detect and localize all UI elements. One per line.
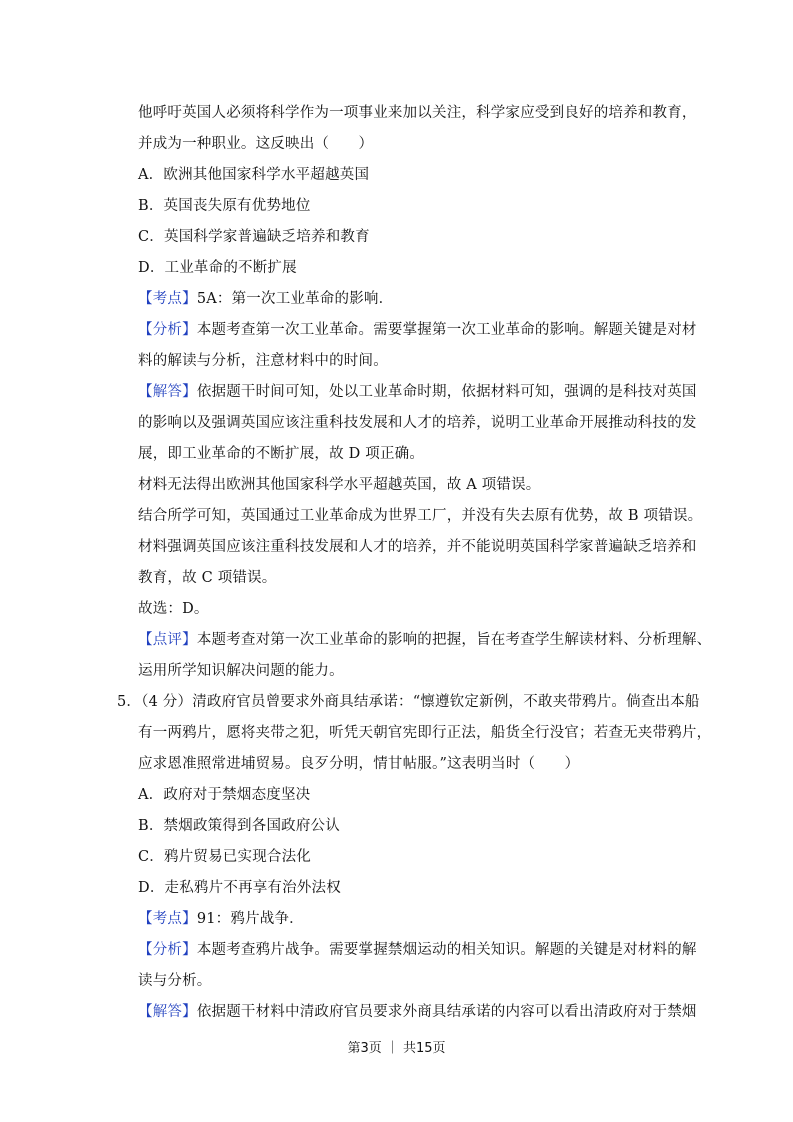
q4-jieda-line-3: 展，即工业革命的不断扩展，故 D 项正确。 [138,446,425,462]
q4-dianping [138,630,711,650]
q4-jieda-line-5: 结合所学可知，英国通过工业革命成为世界工厂，并没有失去原有优势，故 B 项错误。 [138,508,703,524]
kaodian-tag: 【考点】 [138,911,197,927]
kaodian-tag: 【考点】 [138,291,197,307]
q5-jieda [138,1002,697,1022]
q4-jieda-line-8: 故选：D。 [138,601,209,617]
q5-option-b: B．禁烟政策得到各国政府公认 [138,818,340,834]
q4-stem-line-1: 他呼吁英国人必须将科学作为一项事业来加以关注，科学家应受到良好的培养和教育， [138,105,697,121]
q4-jieda-line-7: 教育，故 C 项错误。 [138,570,277,586]
q4-dianping-line-2: 运用所学知识解决问题的能力。 [138,663,344,679]
dianping-tag: 【点评】 [138,632,197,648]
q5-option-a: A．政府对于禁烟态度坚决 [138,787,311,803]
kaodian-text: 5A：第一次工业革命的影响． [196,291,394,307]
q5-fenxi [138,940,697,960]
q4-stem-line-2: 并成为一种职业。这反映出（ ） [138,136,374,152]
dianping-line-1: 本题考查对第一次工业革命的影响的把握，旨在考查学生解读材料、分析理解、 [196,632,712,648]
q4-option-d: D．工业革命的不断扩展 [138,260,297,276]
fenxi-tag: 【分析】 [138,942,197,958]
fenxi-line-1: 本题考查鸦片战争。需要掌握禁烟运动的相关知识。解题的关键是对材料的解 [196,942,697,958]
q4-option-c: C．英国科学家普遍缺乏培养和教育 [138,229,370,245]
q5-kaodian [138,909,304,929]
q4-fenxi [138,320,697,340]
q4-jieda-line-4: 材料无法得出欧洲其他国家科学水平超越英国，故 A 项错误。 [138,477,541,493]
q5-option-c: C．鸦片贸易已实现合法化 [138,849,311,865]
q4-kaodian [138,289,393,309]
fenxi-line-1: 本题考查第一次工业革命。需要掌握第一次工业革命的影响。解题关键是对材 [196,322,697,338]
q4-jieda-line-6: 材料强调英国应该注重科技发展和人才的培养，并不能说明英国科学家普遍缺乏培养和 [138,539,697,555]
kaodian-text: 91：鸦片战争． [196,911,304,927]
q4-jieda [138,382,697,402]
q5-stem-line-3: 应求恩准照常进埔贸易。良歹分明，情甘帖服。”这表明当时（ ） [138,756,580,772]
jieda-line-1: 依据题干时间可知，处以工业革命时期，依据材料可知，强调的是科技对英国 [196,384,697,400]
q5-stem-line-1: 5．（4 分）清政府官员曾要求外商具结承诺：“懔遵钦定新例，不敢夹带鸦片。倘查出本船 [117,694,700,710]
jieda-tag: 【解答】 [138,1004,197,1020]
q4-fenxi-line-2: 料的解读与分析，注意材料中的时间。 [138,353,388,369]
q4-option-b: B．英国丧失原有优势地位 [138,198,311,214]
jieda-line-1: 依据题干材料中清政府官员要求外商具结承诺的内容可以看出清政府对于禁烟 [196,1004,697,1020]
q5-fenxi-line-2: 读与分析。 [138,973,212,989]
q5-stem-line-2: 有一两鸦片，愿将夹带之犯，听凭天朝官宪即行正法，船货全行没官；若查无夹带鸦片， [138,725,712,741]
q4-jieda-line-2: 的影响以及强调英国应该注重科技发展和人才的培养，说明工业革命开展推动科技的发 [138,415,697,431]
page-footer: 第3页 ｜ 共15页 [347,1041,446,1056]
q5-option-d: D．走私鸦片不再享有治外法权 [138,880,341,896]
q4-option-a: A．欧洲其他国家科学水平超越英国 [138,167,370,183]
jieda-tag: 【解答】 [138,384,197,400]
fenxi-tag: 【分析】 [138,322,197,338]
